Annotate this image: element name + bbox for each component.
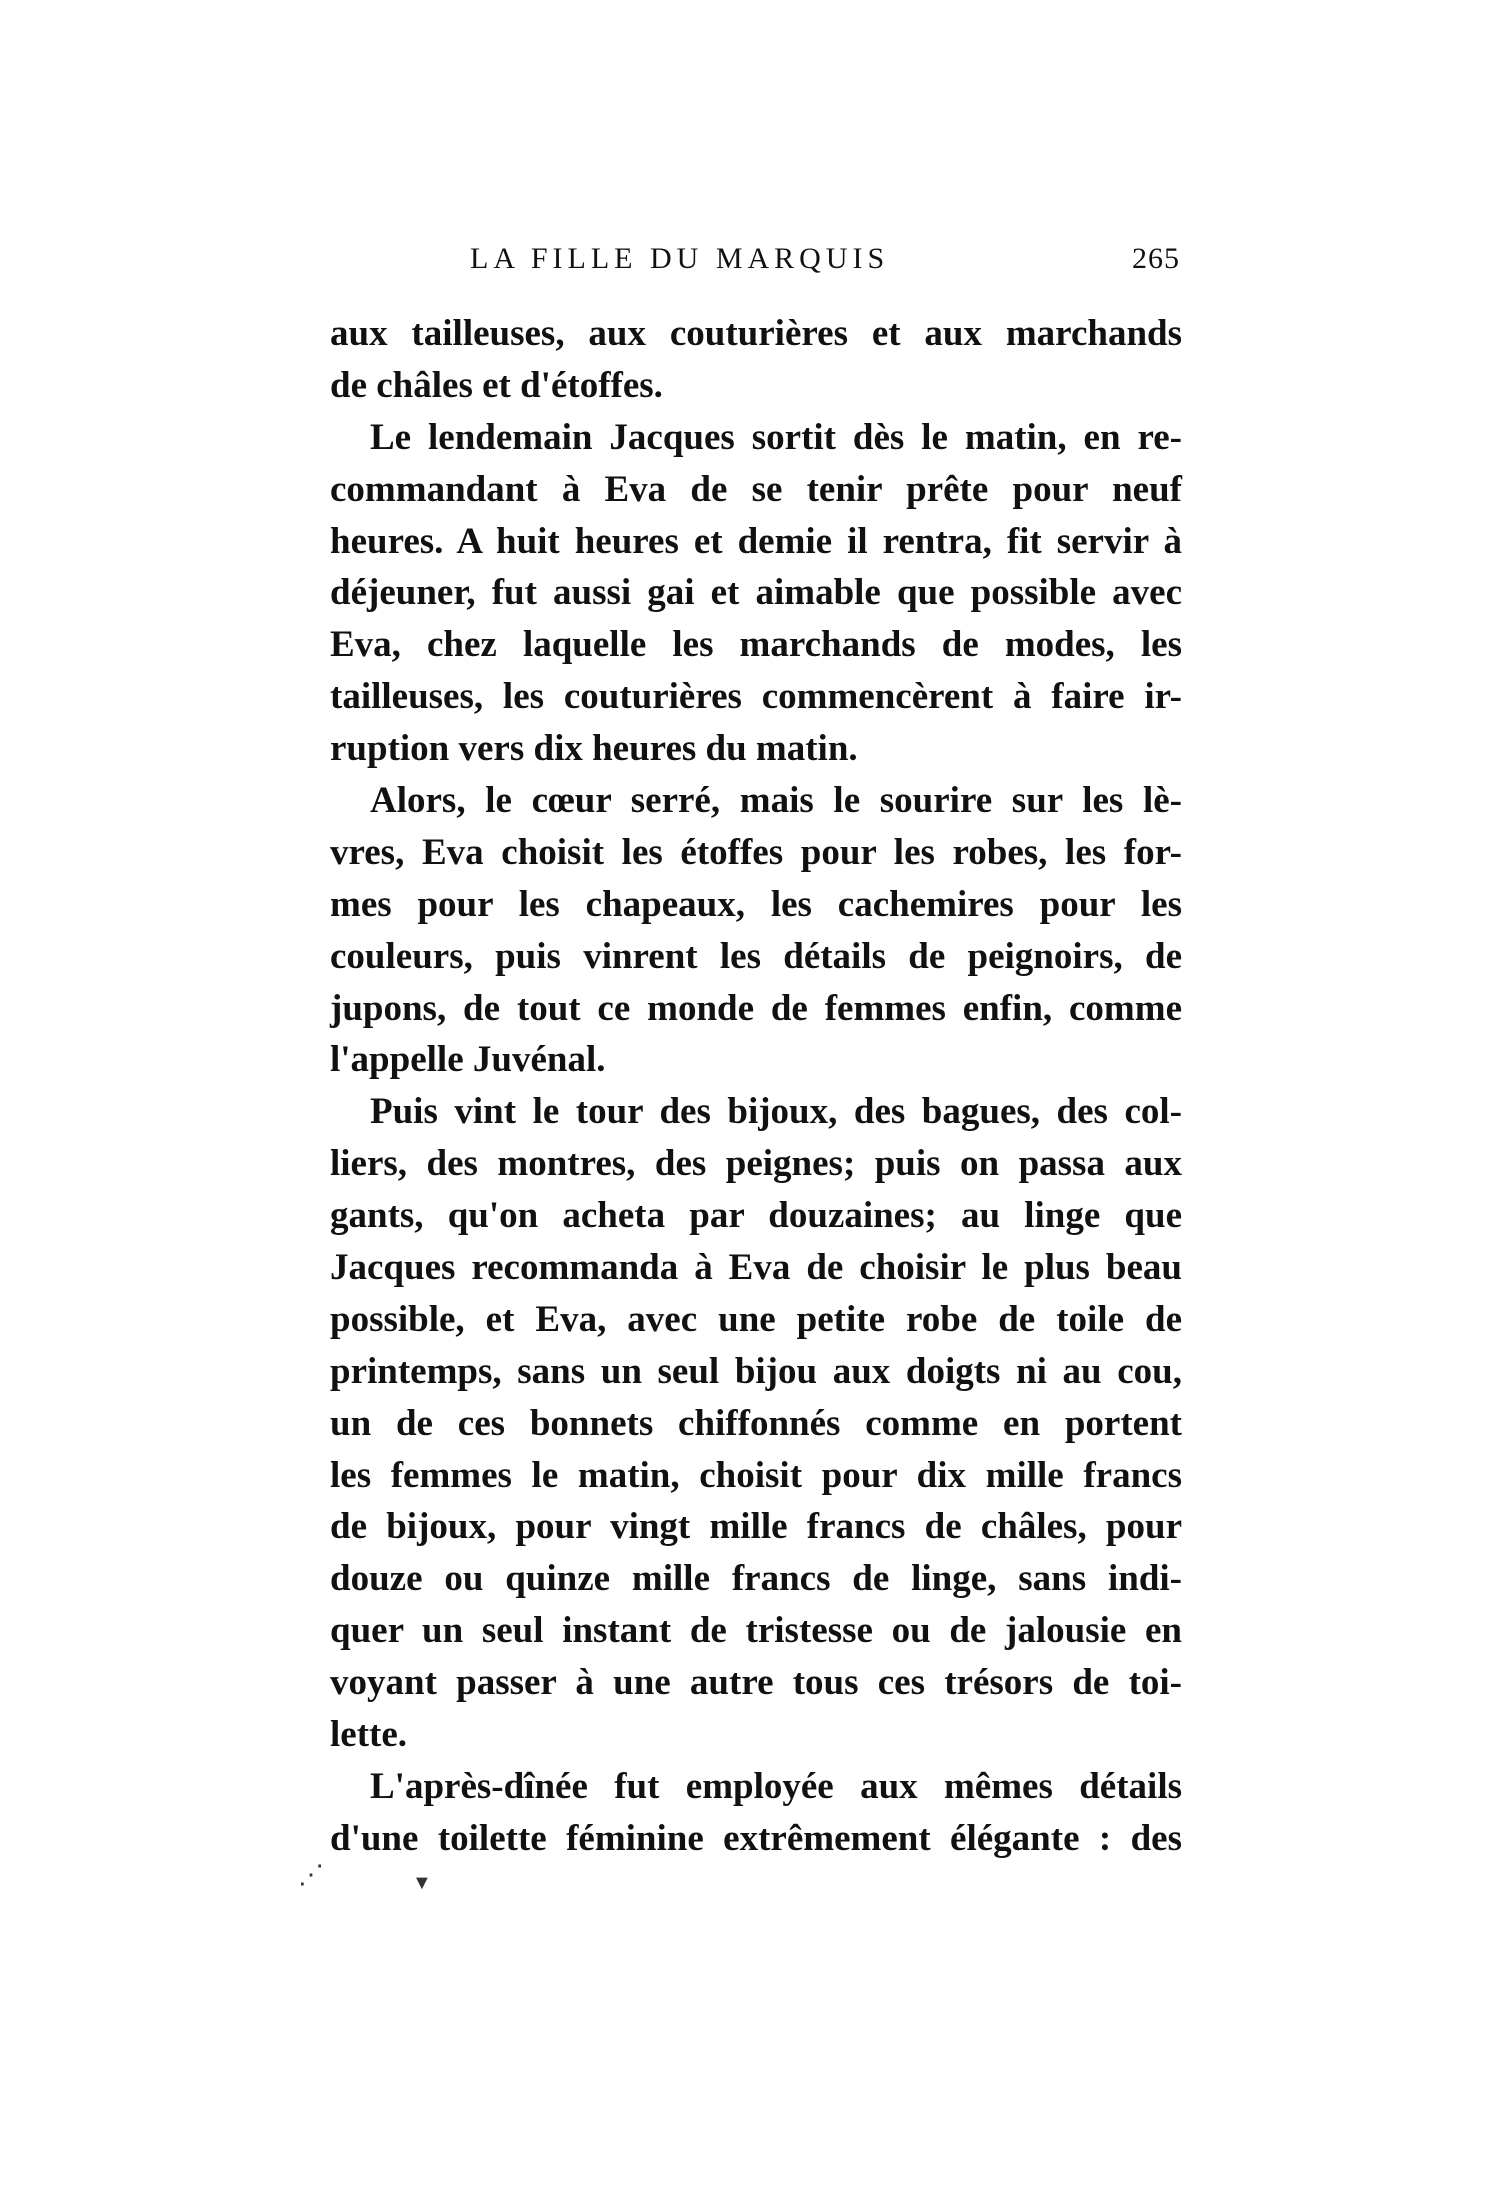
text-line: douze ou quinze mille francs de linge, sans indi- [330, 1558, 1182, 1600]
text-line: l'appelle Juvénal. [330, 1039, 606, 1081]
text-line: aux tailleuses, aux couturières et aux marchands [330, 313, 1182, 354]
text-line: de bijoux, pour vingt mille francs de châles, pour [330, 1506, 1182, 1548]
text-line: quer un seul instant de tristesse ou de jalousie en [330, 1610, 1182, 1652]
text-line: Puis vint le tour des bijoux, des bagues, des col- [370, 1091, 1182, 1133]
text-line: gants, qu'on acheta par douzaines; au linge que [330, 1195, 1182, 1237]
text-line: heures. A huit heures et demie il rentra, fit servir à [330, 520, 1182, 562]
text-line: déjeuner, fut aussi gai et aimable que possible avec [330, 572, 1182, 614]
body-text [330, 308, 1182, 1865]
text-line: Le lendemain Jacques sortit dès le matin, en re- [370, 416, 1182, 458]
text-line: tailleuses, les couturières commencèrent à faire ir- [330, 676, 1182, 718]
running-title: LA FILLE DU MARQUIS [470, 242, 890, 275]
text-line: possible, et Eva, avec une petite robe de toile de [330, 1298, 1182, 1340]
text-line: couleurs, puis vinrent les détails de peignoirs, de [330, 935, 1182, 977]
text-line: d'une toilette féminine extrêmement élégante : des [330, 1817, 1182, 1859]
text-line: lette. [330, 1714, 408, 1756]
text-line: les femmes le matin, choisit pour dix mille francs [330, 1454, 1182, 1496]
text-line: Eva, chez laquelle les marchands de modes, les [330, 624, 1182, 666]
text-line: L'après-dînée fut employée aux mêmes détails [370, 1765, 1182, 1807]
page-number: 265 [1132, 242, 1180, 275]
ink-blot-mark: ▼ [412, 1872, 432, 1894]
text-line: vres, Eva choisit les étoffes pour les robes, les for- [330, 831, 1182, 873]
running-header [330, 242, 1180, 286]
text-line: Jacques recommanda à Eva de choisir le plus beau [330, 1247, 1182, 1289]
text-line: un de ces bonnets chiffonnés comme en portent [330, 1402, 1182, 1444]
text-line: mes pour les chapeaux, les cachemires pour les [330, 883, 1182, 925]
text-line: ruption vers dix heures du matin. [330, 728, 858, 770]
text-line: liers, des montres, des peignes; puis on passa aux [330, 1143, 1182, 1185]
text-line: voyant passer à une autre tous ces trésors de toi- [330, 1662, 1182, 1704]
text-line: de châles et d'étoffes. [330, 364, 663, 406]
text-line: commandant à Eva de se tenir prête pour neuf [330, 468, 1182, 510]
text-line: printemps, sans un seul bijou aux doigts ni au cou, [330, 1350, 1182, 1392]
text-line: jupons, de tout ce monde de femmes enfin, comme [330, 987, 1182, 1029]
text-line: Alors, le cœur serré, mais le sourire sur les lè- [370, 780, 1182, 822]
ink-speck-mark: ⋰ [298, 1860, 324, 1889]
